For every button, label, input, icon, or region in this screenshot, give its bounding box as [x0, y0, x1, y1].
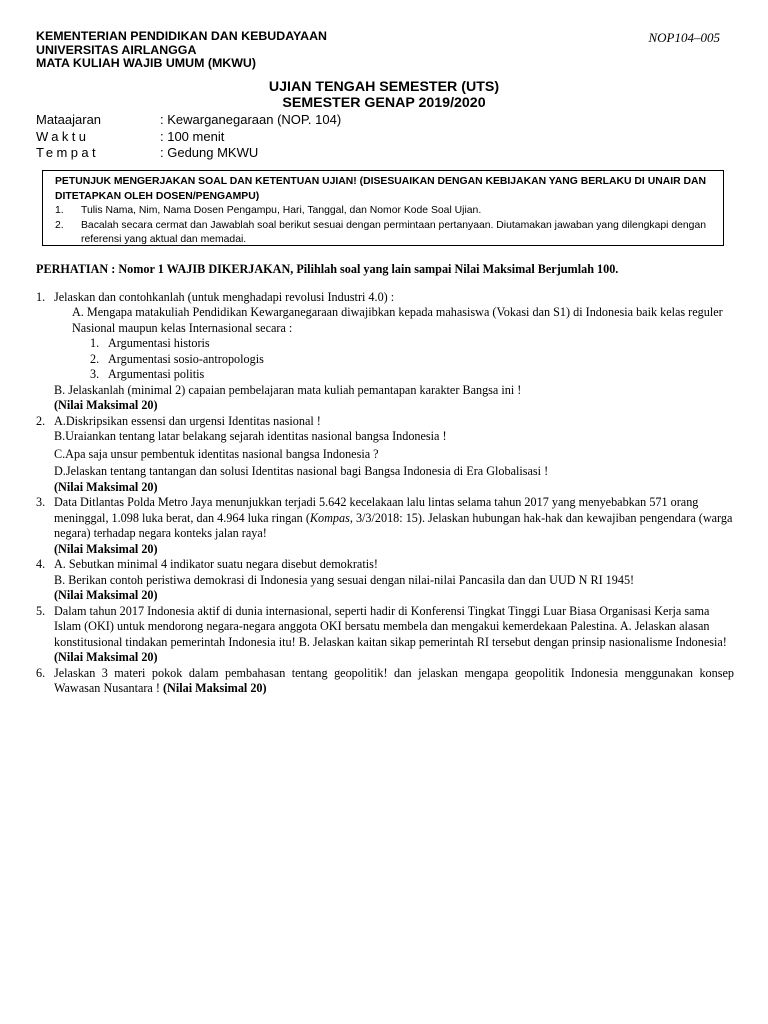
exam-code: NOP104–005 — [648, 30, 720, 45]
instruction-item — [55, 204, 715, 219]
meta-place-value: : Gedung MKWU — [160, 145, 259, 160]
question-number: 2. — [36, 413, 46, 428]
question-3-score: (Nilai Maksimal 20) — [54, 541, 158, 556]
question-1-part-a: A. Mengapa matakuliah Pendidikan Kewarganegaraan diwajibkan kepada mahasiswa (Vokasi dan S1) di Indonesia baik kelas reguler Nasional maupun kelas Internasional secara : — [72, 305, 723, 335]
instructions-heading: PETUNJUK MENGERJAKAN SOAL DAN KETENTUAN UJIAN! (DISESUAIKAN DENGAN KEBIJAKAN YANG BERLAKU DI UNAIR DAN DITETAPKAN OLEH DOSEN/PENGAMPU) — [55, 176, 707, 202]
exam-meta — [36, 112, 341, 162]
question-1 — [36, 290, 734, 414]
question-number: 3. — [36, 495, 46, 509]
question-3-source: Kompas — [309, 510, 350, 525]
meta-subject-label: Mataajaran — [36, 112, 102, 127]
question-6-body: Jelaskan 3 materi pokok dalam pembahasan tentang geopolitik! dan jelaskan mengapa geopolitik Indonesia menggunakan konsep Wawasan Nusantara ! — [54, 665, 734, 695]
question-4 — [36, 557, 734, 604]
question-3-text — [54, 495, 734, 542]
exam-title — [0, 79, 768, 111]
question-3 — [36, 495, 734, 557]
question-number: 6. — [36, 665, 46, 680]
course-unit-name: MATA KULIAH WAJIB UMUM (MKWU) — [36, 56, 257, 70]
instruction-number: 1. — [55, 205, 64, 216]
question-6 — [36, 666, 734, 697]
question-2-score: (Nilai Maksimal 20) — [54, 479, 158, 494]
question-1-sub-1 — [54, 336, 734, 352]
instruction-item — [55, 219, 715, 248]
question-4-part-a: A. Sebutkan minimal 4 indikator suatu negara disebut demokratis! — [54, 557, 378, 571]
meta-time-value: : 100 menit — [160, 128, 225, 144]
instruction-text: Tulis Nama, Nim, Nama Dosen Pengampu, Hari, Tanggal, dan Nomor Kode Soal Ujian. — [81, 205, 482, 216]
question-4-score: (Nilai Maksimal 20) — [54, 588, 158, 602]
exam-questions — [36, 262, 734, 697]
meta-place-label: Tempat — [36, 145, 100, 160]
sub-text: Argumentasi sosio-antropologis — [108, 351, 264, 366]
question-number: 5. — [36, 603, 46, 618]
exam-title-line1: UJIAN TENGAH SEMESTER (UTS) — [268, 79, 500, 95]
question-3-text-part: , 3/3/2018: 15). Jelaskan hubungan hak-hak dan kewajiban pengendara (warga negara) terhadap negara konteks jalan raya! — [54, 510, 733, 540]
question-1-sub-3 — [54, 367, 734, 383]
question-2-part-a: A.Diskripsikan essensi dan urgensi Identitas nasional ! — [54, 413, 321, 428]
instruction-number: 2. — [55, 219, 64, 231]
meta-time-label: Waktu — [36, 128, 90, 144]
meta-place-row — [36, 145, 341, 162]
question-6-text — [54, 666, 734, 697]
attention-note: PERHATIAN : Nomor 1 WAJIB DIKERJAKAN, Pilihlah soal yang lain sampai Nilai Maksimal Berjumlah 100. — [36, 262, 619, 276]
question-2-part-c: C.Apa saja unsur pembentuk identitas nasional bangsa Indonesia ? — [54, 446, 379, 461]
ministry-name: KEMENTERIAN PENDIDIKAN DAN KEBUDAYAAN — [36, 29, 327, 43]
sub-number: 1. — [90, 336, 100, 350]
sub-number: 2. — [90, 351, 100, 366]
meta-subject-value: : Kewarganegaraan (NOP. 104) — [160, 112, 342, 127]
question-1-text: Jelaskan dan contohkanlah (untuk menghadapi revolusi Industri 4.0) : — [54, 289, 395, 304]
exam-title-line2: SEMESTER GENAP 2019/2020 — [282, 95, 486, 111]
instructions-box — [42, 170, 724, 246]
question-1-part-b: B. Jelaskanlah (minimal 2) capaian pembelajaran mata kuliah pemantapan karakter Bangsa ini ! — [54, 382, 522, 397]
question-number: 1. — [36, 289, 46, 304]
question-2-part-d: D.Jelaskan tentang tantangan dan solusi Identitas nasional bagi Bangsa Indonesia di Era Globalisasi ! — [54, 464, 549, 478]
question-1-sub-2 — [54, 352, 734, 368]
question-5-score: (Nilai Maksimal 20) — [54, 650, 158, 664]
sub-number: 3. — [90, 367, 100, 381]
meta-time-row — [36, 129, 341, 146]
question-1-score: (Nilai Maksimal 20) — [54, 398, 158, 412]
sub-text: Argumentasi politis — [108, 367, 205, 381]
sub-text: Argumentasi historis — [108, 336, 210, 350]
question-3-text-part: Data Ditlantas Polda Metro Jaya menunjukkan terjadi 5.642 kecelakaan lalu lintas selama tahun 2017 yang menyebabkan 571 orang meninggal, 1.098 luka berat, dan 4.964 luka ringan ( — [54, 495, 699, 525]
question-6-score: (Nilai Maksimal 20) — [163, 681, 267, 695]
institution-header — [36, 30, 327, 71]
question-5-text: Dalam tahun 2017 Indonesia aktif di dunia internasional, seperti hadir di Konferensi Tingkat Tinggi Luar Biasa Organisasi Kerja sama Islam (OKI) untuk mendorong negara-negara anggota OKI bersatu membela dan mengakui kemerdekaan Palestina. A. Jelaskan alasan konstitusional tindakan pemerintah Indonesia itu! B. Jelaskan kaitan sikap pemerintah RI tersebut dengan prinsip nasionalisme Indonesia! — [54, 603, 727, 649]
question-2-part-b: B.Uraiankan tentang latar belakang sejarah identitas nasional bangsa Indonesia ! — [54, 429, 447, 443]
instruction-text: Bacalah secara cermat dan Jawablah soal berikut sesuai dengan permintaan pertanyaan. Diutamakan jawaban yang dilengkapi dengan referensi yang aktual dan memadai. — [81, 219, 707, 245]
question-2 — [36, 414, 734, 496]
question-number: 4. — [36, 557, 46, 571]
university-name: UNIVERSITAS AIRLANGGA — [36, 42, 197, 57]
question-5 — [36, 604, 734, 666]
instructions-list — [55, 204, 715, 248]
question-4-part-b: B. Berikan contoh peristiwa demokrasi di Indonesia yang sesuai dengan nilai-nilai Pancasila dan dan UUD N RI 1945! — [54, 572, 635, 587]
meta-subject-row — [36, 112, 341, 129]
